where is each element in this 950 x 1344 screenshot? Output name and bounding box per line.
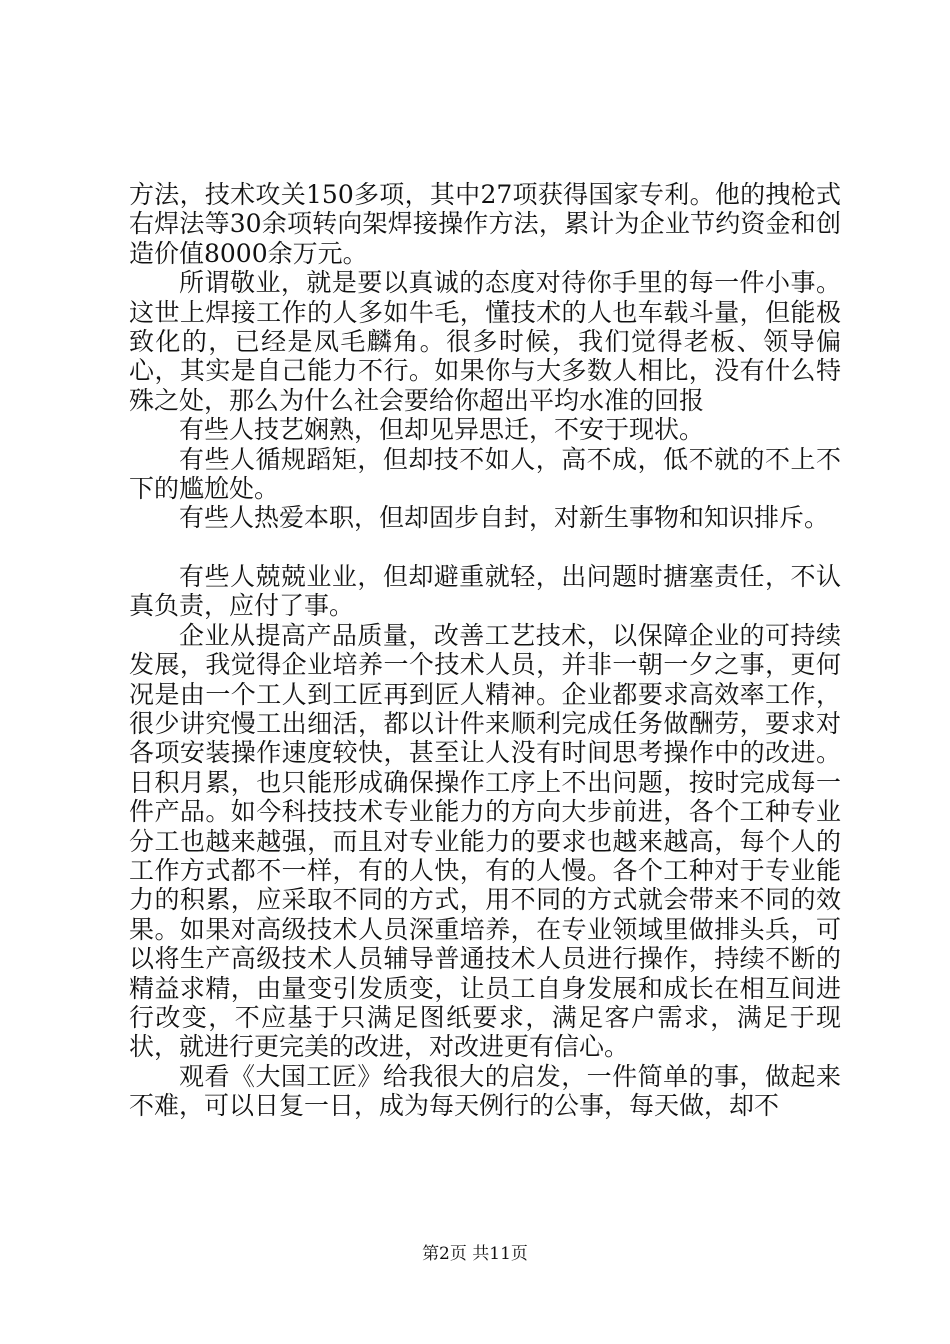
paragraph-dedication: 所谓敬业，就是要以真诚的态度对待你手里的每一件小事。这世上焊接工作的人多如牛毛，懂技术的人也车载斗量，但能极致化的，已经是凤毛麟角。很多时候，我们觉得老板、领导偏心，其实是自己能力不行。如果你与大多数人相比，没有什么特殊之处，那么为什么社会要给你超出平均水准的回报 — [129, 268, 841, 415]
paragraph-continuation: 方法，技术攻关150多项，其中27项获得国家专利。他的拽枪式右焊法等30余项转向架焊接操作方法，累计为企业节约资金和创造价值8000余万元。 — [129, 180, 841, 268]
body-text — [129, 180, 841, 1121]
paragraph-enterprise: 企业从提高产品质量，改善工艺技术，以保障企业的可持续发展，我觉得企业培养一个技术人员，并非一朝一夕之事，更何况是由一个工人到工匠再到匠人精神。企业都要求高效率工作，很少讲究慢工出细活，都以计件来顺利完成任务做酬劳，要求对各项安装操作速度较快，甚至让人没有时间思考操作中的改进。日积月累，也只能形成确保操作工序上不出问题，按时完成每一件产品。如今科技技术专业能力的方向大步前进，各个工种专业分工也越来越强，而且对专业能力的要求也越来越高，每个人的工作方式都不一样，有的人快，有的人慢。各个工种对于专业能力的积累，应采取不同的方式，用不同的方式就会带来不同的效果。如果对高级技术人员深重培养，在专业领域里做排头兵，可以将生产高级技术人员辅导普通技术人员进行操作，持续不断的精益求精，由量变引发质变，让员工自身发展和成长在相互间进行改变，不应基于只满足图纸要求，满足客户需求，满足于现状，就进行更完美的改进，对改进更有信心。 — [129, 620, 841, 1062]
paragraph-some-people-3: 有些人热爱本职，但却固步自封，对新生事物和知识排斥。 — [179, 503, 830, 533]
paragraph-some-people-1: 有些人技艺娴熟，但却见异思迁，不安于现状。 — [179, 415, 705, 445]
paragraph-some-people-2: 有些人循规蹈矩，但却技不如人，高不成，低不就的不上不下的尴尬处。 — [129, 444, 841, 504]
page-number-footer: 第2页 共11页 — [422, 1244, 528, 1264]
paragraph-some-people-4: 有些人兢兢业业，但却避重就轻，出问题时搪塞责任，不认真负责，应付了事。 — [129, 561, 841, 621]
paragraph-watching: 观看《大国工匠》给我很大的启发，一件简单的事，做起来不难，可以日复一日，成为每天例行的公事，每天做，却不 — [129, 1061, 841, 1121]
paragraph-spacer — [129, 533, 841, 562]
